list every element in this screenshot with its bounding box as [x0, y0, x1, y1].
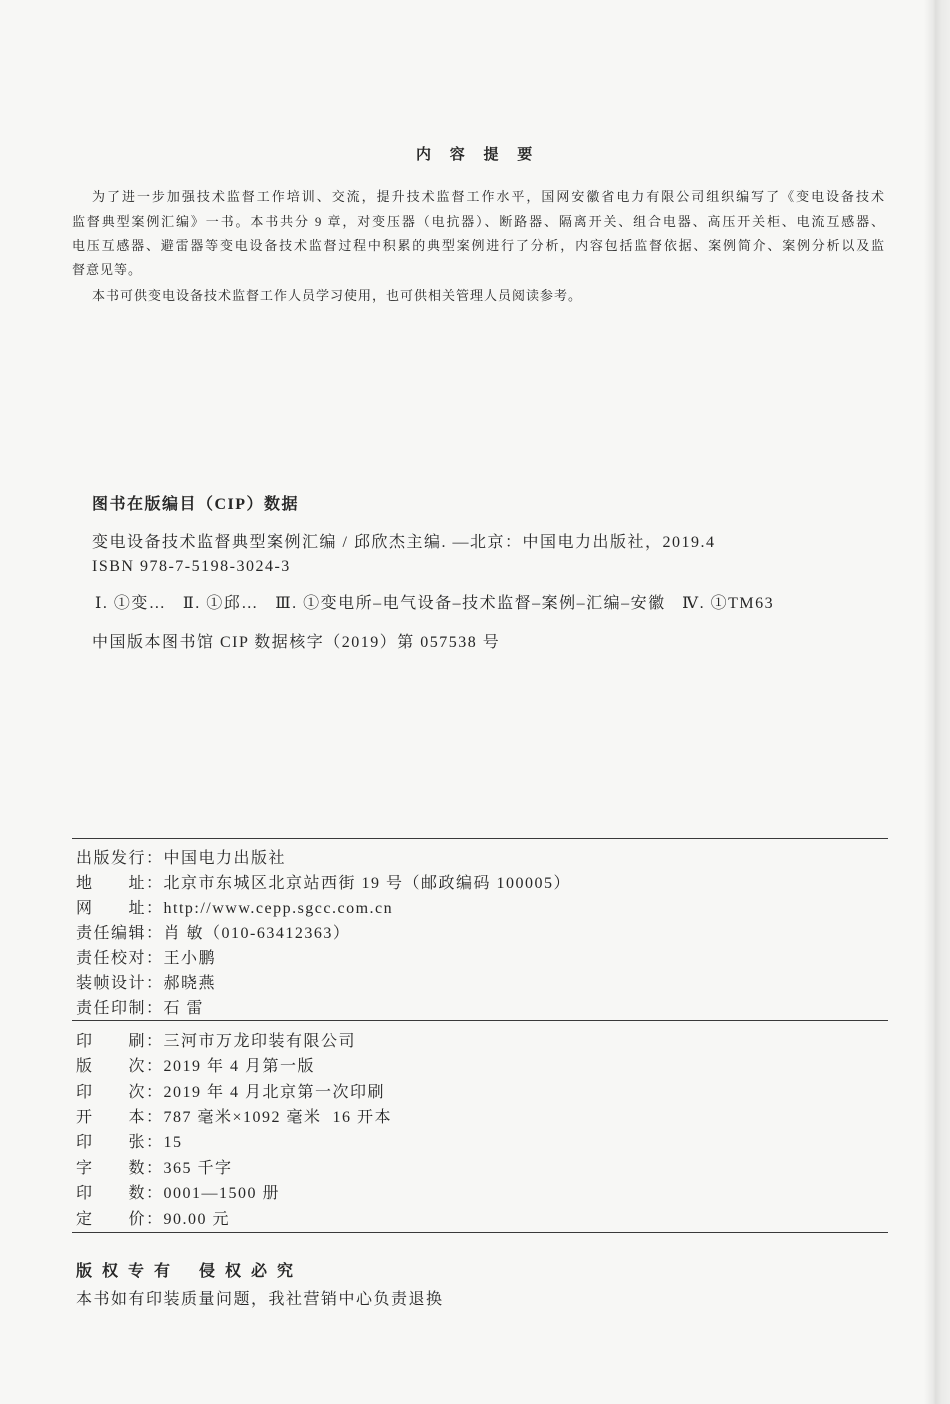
- info-row-proofreader: [76, 946, 216, 971]
- info-separator: ：: [146, 850, 164, 867]
- abstract-line: 为了进一步加强技术监督工作培训、交流，提升技术监督工作水平，国网安徽省电力有限公司组织编写了《变电设备技术: [92, 189, 885, 204]
- info-row-address: [76, 871, 571, 896]
- info-value: 肖 敏（010-63412363）: [163, 925, 351, 942]
- info-row-word-count: [76, 1156, 233, 1181]
- divider-rule: [72, 1020, 888, 1021]
- info-row-printer: [76, 1029, 356, 1054]
- cip-subject-headings: Ⅰ. ①变… Ⅱ. ①邱… Ⅲ. ①变电所–电气设备–技术监督–案例–汇编–安徽 Ⅳ. ①TM63: [95, 595, 775, 612]
- divider-rule: [72, 1232, 888, 1233]
- info-row-impression: [76, 1080, 385, 1105]
- info-value: http://www.cepp.sgcc.com.cn: [163, 900, 394, 917]
- info-label: 责任校对: [76, 950, 147, 967]
- info-value: 787 毫米×1092 毫米 16 开本: [163, 1109, 393, 1126]
- abstract-line: 监督典型案例汇编》一书。本书共分 9 章，对变压器（电抗器）、断路器、隔离开关、组合电器、高压开关柜、电流互感器、: [72, 214, 885, 229]
- info-value: 王小鹏: [163, 950, 217, 967]
- info-label: 责任编辑: [76, 925, 147, 942]
- info-separator: ：: [146, 1160, 164, 1177]
- scan-page-edge: [924, 0, 950, 1404]
- info-row-editor: [76, 921, 350, 946]
- info-value: 15: [163, 1134, 183, 1151]
- info-label: 装帧设计: [76, 975, 147, 992]
- abstract-line: 电压互感器、避雷器等变电设备技术监督过程中积累的典型案例进行了分析，内容包括监督依据、案例简介、案例分析以及监: [72, 238, 885, 253]
- info-separator: ：: [146, 975, 164, 992]
- abstract-paragraph-2: 本书可供变电设备技术监督工作人员学习使用，也可供相关管理人员阅读参考。: [92, 288, 583, 303]
- info-separator: ：: [146, 1058, 164, 1075]
- info-row-print-supervisor: [76, 996, 204, 1021]
- info-row-print-run: [76, 1181, 280, 1206]
- info-separator: ：: [146, 1185, 164, 1202]
- info-label: 印 数: [76, 1185, 146, 1202]
- info-label: 字 数: [76, 1160, 146, 1177]
- info-value: 北京市东城区北京站西街 19 号（邮政编码 100005）: [163, 875, 572, 892]
- info-value: 0001—1500 册: [163, 1185, 281, 1202]
- info-row-format: [76, 1105, 392, 1130]
- info-separator: ：: [146, 925, 164, 942]
- info-value: 三河市万龙印装有限公司: [163, 1033, 357, 1050]
- info-separator: ：: [146, 875, 164, 892]
- info-row-price: [76, 1207, 230, 1232]
- info-value: 石 雷: [163, 1000, 205, 1017]
- info-separator: ：: [146, 1000, 164, 1017]
- info-row-edition: [76, 1054, 315, 1079]
- info-label: 出版发行: [76, 850, 147, 867]
- info-separator: ：: [146, 1109, 164, 1126]
- info-value: 90.00 元: [163, 1211, 231, 1228]
- abstract-title: 内 容 提 要: [416, 147, 540, 163]
- info-label: 定 价: [76, 1211, 146, 1228]
- divider-rule: [72, 838, 888, 839]
- info-label: 版 次: [76, 1058, 146, 1075]
- info-label: 印 刷: [76, 1033, 146, 1050]
- return-policy: 本书如有印装质量问题，我社营销中心负责退换: [76, 1291, 444, 1308]
- info-label: 开 本: [76, 1109, 146, 1126]
- info-row-designer: [76, 971, 216, 996]
- info-separator: ：: [146, 900, 164, 917]
- info-row-website: [76, 896, 393, 921]
- info-label: 印 次: [76, 1084, 146, 1101]
- cip-bibliographic-entry: 变电设备技术监督典型案例汇编 / 邱欣杰主编. —北京：中国电力出版社，2019.4: [92, 534, 716, 551]
- info-separator: ：: [146, 1033, 164, 1050]
- info-value: 中国电力出版社: [163, 850, 287, 867]
- info-row-publisher: [76, 846, 286, 871]
- info-row-sheets: [76, 1130, 183, 1155]
- info-label: 责任印制: [76, 1000, 147, 1017]
- info-separator: ：: [146, 1134, 164, 1151]
- info-label: 地 址: [76, 875, 146, 892]
- info-separator: ：: [146, 1211, 164, 1228]
- info-separator: ：: [146, 950, 164, 967]
- info-label: 印 张: [76, 1134, 146, 1151]
- cip-record-number: 中国版本图书馆 CIP 数据核字（2019）第 057538 号: [92, 634, 501, 651]
- info-separator: ：: [146, 1084, 164, 1101]
- abstract-line: 督意见等。: [72, 262, 143, 277]
- copyright-notice: 版 权 专 有: [76, 1263, 174, 1280]
- cip-isbn: ISBN 978-7-5198-3024-3: [92, 558, 291, 575]
- info-value: 365 千字: [163, 1160, 233, 1177]
- cip-heading: 图书在版编目（CIP）数据: [92, 496, 300, 513]
- info-label: 网 址: [76, 900, 146, 917]
- piracy-notice: 侵 权 必 究: [199, 1263, 297, 1280]
- info-value: 2019 年 4 月第一版: [163, 1058, 316, 1075]
- info-value: 2019 年 4 月北京第一次印刷: [163, 1084, 386, 1101]
- info-value: 郝晓燕: [163, 975, 217, 992]
